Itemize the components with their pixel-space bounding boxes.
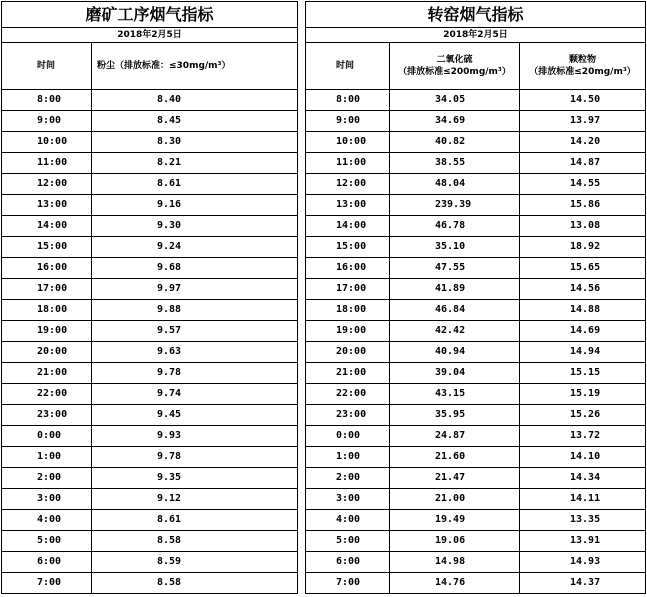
table-row <box>2 468 298 489</box>
time-cell: 18:00 <box>306 300 390 321</box>
table-row <box>2 363 298 384</box>
time-cell: 9:00 <box>306 111 390 132</box>
table-row <box>2 195 298 216</box>
table-row <box>2 552 298 573</box>
time-cell: 6:00 <box>306 552 390 573</box>
dust-value-cell: 8.40 <box>92 90 298 111</box>
time-cell: 7:00 <box>2 573 92 594</box>
table-row <box>2 174 298 195</box>
time-cell: 14:00 <box>2 216 92 237</box>
dust-value-cell: 9.63 <box>92 342 298 363</box>
time-cell: 4:00 <box>2 510 92 531</box>
so2-value-cell: 34.69 <box>390 111 520 132</box>
time-cell: 2:00 <box>306 468 390 489</box>
so2-value-cell: 21.60 <box>390 447 520 468</box>
so2-value-cell: 24.87 <box>390 426 520 447</box>
time-cell: 3:00 <box>306 489 390 510</box>
table-row <box>2 258 298 279</box>
pm-standard: （排放标准≤20mg/m³） <box>529 66 636 77</box>
kiln-flue-gas-table <box>305 1 646 594</box>
table-row <box>306 363 646 384</box>
pm-value-cell: 14.20 <box>520 132 646 153</box>
so2-value-cell: 19.06 <box>390 531 520 552</box>
pm-value-cell: 14.37 <box>520 573 646 594</box>
table-row <box>306 531 646 552</box>
table-row <box>306 111 646 132</box>
table-row <box>2 342 298 363</box>
pm-value-cell: 13.91 <box>520 531 646 552</box>
time-cell: 5:00 <box>2 531 92 552</box>
table-row <box>306 468 646 489</box>
so2-value-cell: 48.04 <box>390 174 520 195</box>
dust-value-cell: 8.61 <box>92 510 298 531</box>
so2-value-cell: 47.55 <box>390 258 520 279</box>
pm-value-cell: 15.86 <box>520 195 646 216</box>
time-cell: 15:00 <box>2 237 92 258</box>
time-cell: 1:00 <box>306 447 390 468</box>
table-row <box>2 279 298 300</box>
so2-name: 二氧化硫 <box>436 54 473 65</box>
time-cell: 22:00 <box>306 384 390 405</box>
pm-value-cell: 14.88 <box>520 300 646 321</box>
table-row <box>2 132 298 153</box>
dust-value-cell: 9.16 <box>92 195 298 216</box>
table-row <box>2 426 298 447</box>
time-cell: 2:00 <box>2 468 92 489</box>
time-cell: 8:00 <box>306 90 390 111</box>
dust-value-cell: 9.12 <box>92 489 298 510</box>
pm-value-cell: 14.94 <box>520 342 646 363</box>
so2-value-cell: 21.00 <box>390 489 520 510</box>
so2-standard: （排放标准≤200mg/m³） <box>398 66 511 77</box>
time-cell: 23:00 <box>306 405 390 426</box>
dust-value-cell: 8.45 <box>92 111 298 132</box>
table-row <box>306 489 646 510</box>
dust-value-cell: 9.30 <box>92 216 298 237</box>
table-row <box>306 426 646 447</box>
so2-value-cell: 46.78 <box>390 216 520 237</box>
pm-value-cell: 14.34 <box>520 468 646 489</box>
table-row <box>306 174 646 195</box>
so2-value-cell: 46.84 <box>390 300 520 321</box>
pm-value-cell: 15.26 <box>520 405 646 426</box>
time-cell: 18:00 <box>2 300 92 321</box>
table-row <box>306 216 646 237</box>
pm-value-cell: 14.50 <box>520 90 646 111</box>
time-cell: 22:00 <box>2 384 92 405</box>
so2-value-cell: 38.55 <box>390 153 520 174</box>
dust-value-cell: 9.35 <box>92 468 298 489</box>
time-cell: 20:00 <box>2 342 92 363</box>
dust-value-cell: 8.61 <box>92 174 298 195</box>
grinding-col-dust-header: 粉尘（排放标准：≤30mg/m³） <box>92 43 298 90</box>
time-cell: 19:00 <box>306 321 390 342</box>
so2-value-cell: 19.49 <box>390 510 520 531</box>
time-cell: 17:00 <box>306 279 390 300</box>
table-row <box>306 384 646 405</box>
table-row <box>2 573 298 594</box>
pm-value-cell: 14.11 <box>520 489 646 510</box>
table-row <box>2 510 298 531</box>
so2-value-cell: 39.04 <box>390 363 520 384</box>
table-row <box>306 552 646 573</box>
time-cell: 19:00 <box>2 321 92 342</box>
dust-value-cell: 9.78 <box>92 447 298 468</box>
table-row <box>306 321 646 342</box>
table-row <box>306 153 646 174</box>
kiln-col-pm-header <box>520 43 646 90</box>
table-row <box>306 342 646 363</box>
time-cell: 10:00 <box>306 132 390 153</box>
table-row <box>2 405 298 426</box>
so2-value-cell: 35.10 <box>390 237 520 258</box>
table-row <box>2 90 298 111</box>
dust-value-cell: 9.78 <box>92 363 298 384</box>
time-cell: 17:00 <box>2 279 92 300</box>
table-row <box>2 300 298 321</box>
dust-value-cell: 8.58 <box>92 573 298 594</box>
dust-value-cell: 9.88 <box>92 300 298 321</box>
so2-value-cell: 40.94 <box>390 342 520 363</box>
kiln-table-date: 2018年2月5日 <box>306 28 646 43</box>
table-row <box>2 447 298 468</box>
time-cell: 15:00 <box>306 237 390 258</box>
table-row <box>306 300 646 321</box>
pm-value-cell: 14.93 <box>520 552 646 573</box>
table-row <box>2 384 298 405</box>
pm-value-cell: 13.72 <box>520 426 646 447</box>
table-row <box>306 573 646 594</box>
table-row <box>306 132 646 153</box>
time-cell: 0:00 <box>306 426 390 447</box>
time-cell: 3:00 <box>2 489 92 510</box>
table-row <box>2 321 298 342</box>
time-cell: 4:00 <box>306 510 390 531</box>
time-cell: 8:00 <box>2 90 92 111</box>
table-row <box>2 489 298 510</box>
time-cell: 23:00 <box>2 405 92 426</box>
time-cell: 5:00 <box>306 531 390 552</box>
pm-value-cell: 14.10 <box>520 447 646 468</box>
table-row <box>306 279 646 300</box>
time-cell: 16:00 <box>306 258 390 279</box>
time-cell: 9:00 <box>2 111 92 132</box>
table-row <box>306 90 646 111</box>
so2-value-cell: 14.98 <box>390 552 520 573</box>
pm-value-cell: 18.92 <box>520 237 646 258</box>
kiln-col-time-header: 时间 <box>306 43 390 90</box>
table-row <box>306 237 646 258</box>
time-cell: 10:00 <box>2 132 92 153</box>
table-row <box>2 216 298 237</box>
so2-value-cell: 43.15 <box>390 384 520 405</box>
table-row <box>306 510 646 531</box>
dust-value-cell: 8.58 <box>92 531 298 552</box>
pm-value-cell: 14.69 <box>520 321 646 342</box>
time-cell: 13:00 <box>306 195 390 216</box>
table-row <box>306 258 646 279</box>
grinding-table-title: 磨矿工序烟气指标 <box>2 2 298 28</box>
so2-value-cell: 40.82 <box>390 132 520 153</box>
dust-value-cell: 9.97 <box>92 279 298 300</box>
time-cell: 11:00 <box>306 153 390 174</box>
time-cell: 21:00 <box>2 363 92 384</box>
time-cell: 1:00 <box>2 447 92 468</box>
time-cell: 0:00 <box>2 426 92 447</box>
kiln-col-so2-header <box>390 43 520 90</box>
so2-value-cell: 35.95 <box>390 405 520 426</box>
table-row <box>2 531 298 552</box>
so2-value-cell: 21.47 <box>390 468 520 489</box>
time-cell: 13:00 <box>2 195 92 216</box>
pm-value-cell: 14.87 <box>520 153 646 174</box>
kiln-table-title: 转窑烟气指标 <box>306 2 646 28</box>
pm-value-cell: 15.65 <box>520 258 646 279</box>
pm-value-cell: 13.35 <box>520 510 646 531</box>
dust-value-cell: 9.45 <box>92 405 298 426</box>
pm-value-cell: 15.19 <box>520 384 646 405</box>
pm-name: 颗粒物 <box>569 54 597 65</box>
grinding-col-time-header: 时间 <box>2 43 92 90</box>
so2-value-cell: 14.76 <box>390 573 520 594</box>
time-cell: 6:00 <box>2 552 92 573</box>
table-row <box>306 195 646 216</box>
dust-value-cell: 9.93 <box>92 426 298 447</box>
dust-value-cell: 9.68 <box>92 258 298 279</box>
table-row <box>306 447 646 468</box>
dust-value-cell: 9.74 <box>92 384 298 405</box>
dust-value-cell: 8.30 <box>92 132 298 153</box>
pm-value-cell: 15.15 <box>520 363 646 384</box>
grinding-table-date: 2018年2月5日 <box>2 28 298 43</box>
so2-value-cell: 34.05 <box>390 90 520 111</box>
table-row <box>306 405 646 426</box>
so2-value-cell: 239.39 <box>390 195 520 216</box>
dust-value-cell: 8.21 <box>92 153 298 174</box>
grinding-flue-gas-table <box>1 1 298 594</box>
time-cell: 20:00 <box>306 342 390 363</box>
pm-value-cell: 13.97 <box>520 111 646 132</box>
dust-value-cell: 9.57 <box>92 321 298 342</box>
table-row <box>2 111 298 132</box>
time-cell: 12:00 <box>2 174 92 195</box>
time-cell: 11:00 <box>2 153 92 174</box>
table-row <box>2 153 298 174</box>
time-cell: 16:00 <box>2 258 92 279</box>
dust-value-cell: 8.59 <box>92 552 298 573</box>
pm-value-cell: 14.56 <box>520 279 646 300</box>
dust-value-cell: 9.24 <box>92 237 298 258</box>
table-row <box>2 237 298 258</box>
time-cell: 12:00 <box>306 174 390 195</box>
time-cell: 7:00 <box>306 573 390 594</box>
pm-value-cell: 13.08 <box>520 216 646 237</box>
time-cell: 14:00 <box>306 216 390 237</box>
so2-value-cell: 42.42 <box>390 321 520 342</box>
pm-value-cell: 14.55 <box>520 174 646 195</box>
time-cell: 21:00 <box>306 363 390 384</box>
so2-value-cell: 41.89 <box>390 279 520 300</box>
